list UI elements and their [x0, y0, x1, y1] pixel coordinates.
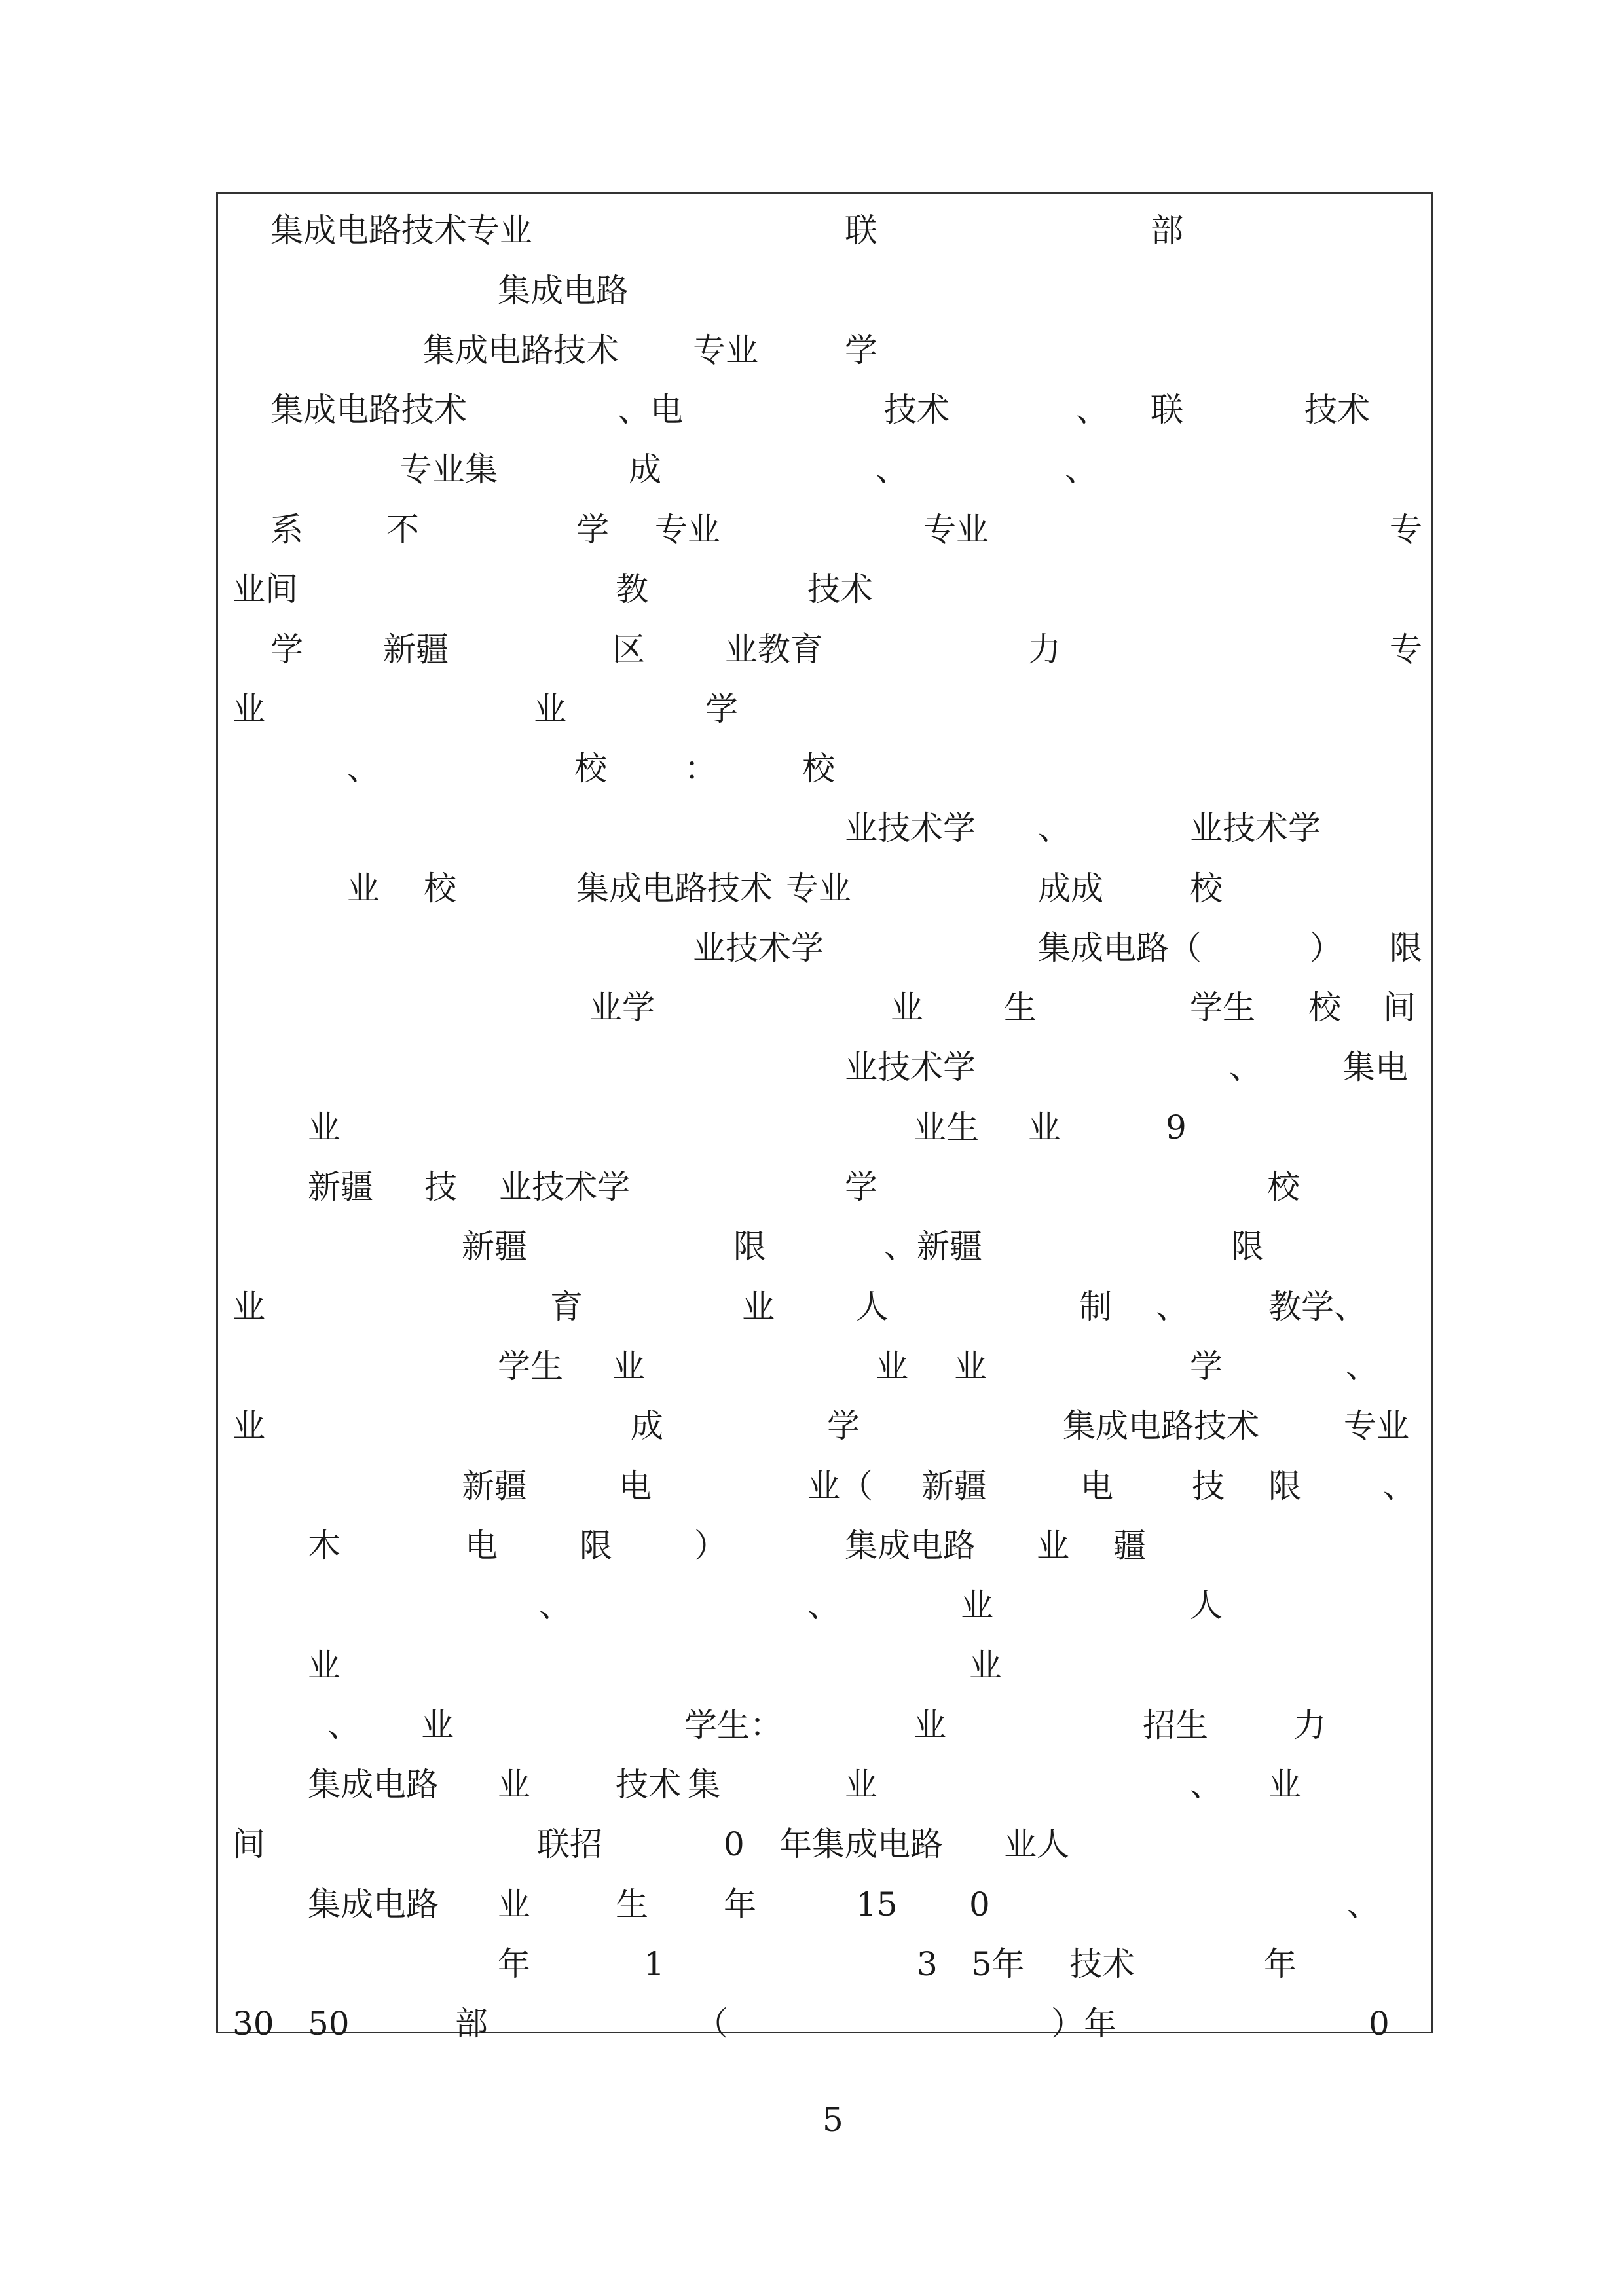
text-fragment: 木 — [308, 1527, 341, 1565]
text-fragment: 业 — [845, 1766, 877, 1804]
text-fragment: 系 — [270, 511, 303, 549]
text-fragment: 业 — [308, 1647, 341, 1685]
text-fragment: 生 — [1004, 989, 1037, 1027]
text-fragment: 业 — [891, 989, 923, 1027]
text-fragment: 联 — [1151, 391, 1183, 429]
text-fragment: 业间 — [232, 570, 298, 608]
text-fragment: 限 — [580, 1527, 612, 1565]
text-fragment: 校 — [1267, 1168, 1300, 1206]
text-fragment: 、 — [1076, 391, 1109, 429]
text-fragment: 校 — [1190, 869, 1223, 907]
text-fragment: 学 — [845, 331, 877, 369]
text-fragment: 、 — [1156, 1288, 1189, 1326]
text-fragment: 限 — [1268, 1467, 1301, 1505]
text-fragment: 联 — [845, 211, 877, 249]
text-fragment: 技 — [424, 1168, 457, 1206]
text-fragment: 集成电路 — [308, 1766, 439, 1804]
text-fragment: 电 — [619, 1467, 652, 1505]
text-fragment: 校 — [574, 750, 607, 788]
text-fragment: 专业 — [786, 869, 851, 907]
text-fragment: 专业集 — [399, 450, 498, 488]
text-fragment: 年 — [779, 1825, 812, 1863]
text-fragment: 成成 — [1038, 869, 1103, 907]
text-fragment: 业 — [498, 1766, 530, 1804]
text-fragment: 集成电路 — [812, 1825, 943, 1863]
text-fragment: 业 — [1268, 1766, 1301, 1804]
text-fragment: 业 — [232, 690, 265, 728]
text-fragment: 成 — [629, 450, 661, 488]
text-fragment: ） — [1310, 929, 1342, 967]
text-fragment: 学 — [1190, 1347, 1223, 1385]
text-fragment: 、 — [327, 1706, 360, 1744]
text-fragment: 业 — [954, 1347, 987, 1385]
text-fragment: 集成电路技术 — [1063, 1407, 1259, 1445]
text-fragment: 限 — [1231, 1228, 1264, 1266]
text-fragment: 业 — [1028, 1108, 1061, 1146]
text-fragment: 校 — [1308, 989, 1341, 1027]
text-fragment: 专业 — [923, 511, 989, 549]
text-fragment: ） — [694, 1527, 727, 1565]
text-fragment: 部 — [455, 2005, 488, 2043]
text-fragment: 业人 — [1004, 1825, 1069, 1863]
text-fragment: 技术 — [616, 1766, 681, 1804]
text-fragment: 、 — [539, 1586, 572, 1624]
text-fragment: 1 — [644, 1945, 665, 1983]
text-fragment: 50 — [308, 2005, 350, 2043]
text-fragment: 业 — [421, 1706, 454, 1744]
text-fragment: 技术 — [1069, 1945, 1135, 1983]
text-fragment: 间 — [1383, 989, 1416, 1027]
text-fragment: 业 — [308, 1108, 341, 1146]
text-fragment: 集成电路 — [498, 272, 629, 310]
text-fragment: 学 — [845, 1168, 877, 1206]
text-fragment: 业生 — [913, 1108, 979, 1146]
text-fragment: 专业 — [1344, 1407, 1409, 1445]
text-fragment: 电 — [465, 1527, 498, 1565]
text-fragment: 、 — [1065, 450, 1098, 488]
text-fragment: 新疆 — [383, 630, 449, 668]
text-fragment: 业 — [1037, 1527, 1069, 1565]
text-fragment: 力 — [1293, 1706, 1326, 1744]
text-fragment: 业（ — [807, 1467, 873, 1505]
text-fragment: 业技术学 — [693, 929, 824, 967]
text-fragment: 集成电路技术 — [576, 869, 773, 907]
text-fragment: 业技术学 — [499, 1168, 630, 1206]
text-fragment: 集电 — [1342, 1048, 1408, 1086]
text-fragment: 、 — [1346, 1347, 1378, 1385]
text-fragment: 、 — [1347, 1886, 1380, 1923]
text-fragment: 年 — [1264, 1945, 1297, 1983]
text-fragment: 30 — [232, 2005, 274, 2043]
text-fragment: 、 — [1038, 809, 1071, 847]
text-fragment: 人 — [856, 1288, 889, 1326]
text-fragment: 业 — [498, 1886, 530, 1923]
text-fragment: 专业 — [655, 511, 720, 549]
text-fragment: 学 — [705, 690, 738, 728]
text-fragment: 、 — [1383, 1467, 1416, 1505]
text-fragment: 校 — [802, 750, 835, 788]
text-fragment: 业技术学 — [1190, 809, 1321, 847]
text-fragment: 业技术学 — [845, 1048, 976, 1086]
text-fragment: 学生 — [1190, 989, 1255, 1027]
text-fragment: 、新疆 — [884, 1228, 982, 1266]
text-fragment: 联招 — [537, 1825, 602, 1863]
text-fragment: 集成电路 — [845, 1527, 976, 1565]
text-fragment: 5年 — [971, 1945, 1025, 1983]
text-fragment: 集成电路（ — [1038, 929, 1202, 967]
text-fragment: 力 — [1028, 630, 1061, 668]
text-fragment: 专 — [1390, 630, 1422, 668]
text-fragment: 、 — [807, 1586, 840, 1624]
text-fragment: 新疆 — [921, 1467, 987, 1505]
text-fragment: 集成电路技术 — [422, 331, 619, 369]
text-fragment: 新疆 — [462, 1228, 527, 1266]
text-fragment: 间 — [232, 1825, 265, 1863]
text-fragment: 业技术学 — [845, 809, 976, 847]
text-fragment: 育 — [550, 1288, 583, 1326]
text-fragment: 电 — [1080, 1467, 1113, 1505]
text-fragment: 年 — [724, 1886, 756, 1923]
text-fragment: ： — [684, 750, 717, 788]
text-fragment: 15 — [856, 1886, 898, 1923]
text-fragment: 限 — [733, 1228, 766, 1266]
text-fragment: 成 — [631, 1407, 663, 1445]
text-fragment: 、 — [347, 750, 380, 788]
text-fragment: 业 — [232, 1407, 265, 1445]
text-fragment: 学生： — [684, 1706, 783, 1744]
text-fragment: 业 — [876, 1347, 908, 1385]
text-fragment: 技 — [1192, 1467, 1225, 1505]
text-fragment: 学 — [270, 630, 303, 668]
text-fragment: 部 — [1151, 211, 1183, 249]
text-fragment: 区 — [612, 630, 645, 668]
text-fragment: 校 — [424, 869, 456, 907]
text-fragment: 业 — [742, 1288, 775, 1326]
text-fragment: 学生 — [498, 1347, 563, 1385]
text-fragment: 业 — [969, 1647, 1002, 1685]
text-fragment: 制 — [1079, 1288, 1112, 1326]
text-fragment: 业 — [913, 1706, 946, 1744]
text-fragment: 技术 — [884, 391, 950, 429]
text-fragment: 业 — [232, 1288, 265, 1326]
text-fragment: 业学 — [589, 989, 655, 1027]
text-fragment: 业教育 — [725, 630, 823, 668]
text-fragment: 、 — [876, 450, 908, 488]
text-fragment: 业 — [612, 1347, 645, 1385]
page-number: 5 — [822, 2101, 843, 2139]
text-fragment: 专业 — [693, 331, 758, 369]
text-fragment: 0 — [724, 1825, 745, 1863]
text-fragment: （ — [695, 2005, 728, 2043]
text-fragment: 、 — [1229, 1048, 1262, 1086]
text-fragment: 生 — [616, 1886, 648, 1923]
text-fragment: 年 — [498, 1945, 530, 1983]
text-fragment: 招生 — [1143, 1706, 1208, 1744]
text-fragment: 限 — [1390, 929, 1422, 967]
text-fragment: 技术 — [1304, 391, 1370, 429]
text-fragment: 0 — [969, 1886, 990, 1923]
text-fragment: 不 — [386, 511, 419, 549]
text-fragment: 人 — [1190, 1586, 1223, 1624]
text-fragment: 9 — [1166, 1108, 1187, 1146]
text-fragment: 3 — [917, 1945, 938, 1983]
text-fragment: 集成电路 — [308, 1886, 439, 1923]
text-fragment: 业 — [347, 869, 380, 907]
text-fragment: 疆 — [1113, 1527, 1146, 1565]
text-fragment: 集成电路技术 — [270, 391, 467, 429]
text-fragment: ）年 — [1051, 2005, 1116, 2043]
text-fragment: 0 — [1369, 2005, 1390, 2043]
text-fragment: 、 — [1190, 1766, 1223, 1804]
text-fragment: 业 — [534, 690, 566, 728]
text-fragment: 技术 — [807, 570, 873, 608]
text-fragment: 、电 — [618, 391, 683, 429]
text-fragment: 新疆 — [308, 1168, 373, 1206]
text-fragment: 集成电路技术专业 — [270, 211, 532, 249]
text-fragment: 集 — [688, 1766, 720, 1804]
text-fragment: 教 — [616, 570, 648, 608]
text-fragment: 教学、 — [1268, 1288, 1367, 1326]
text-fragment: 学 — [576, 511, 609, 549]
text-fragment: 业 — [961, 1586, 993, 1624]
text-fragment: 新疆 — [462, 1467, 527, 1505]
text-fragment: 学 — [827, 1407, 860, 1445]
text-fragment: 专 — [1390, 511, 1422, 549]
